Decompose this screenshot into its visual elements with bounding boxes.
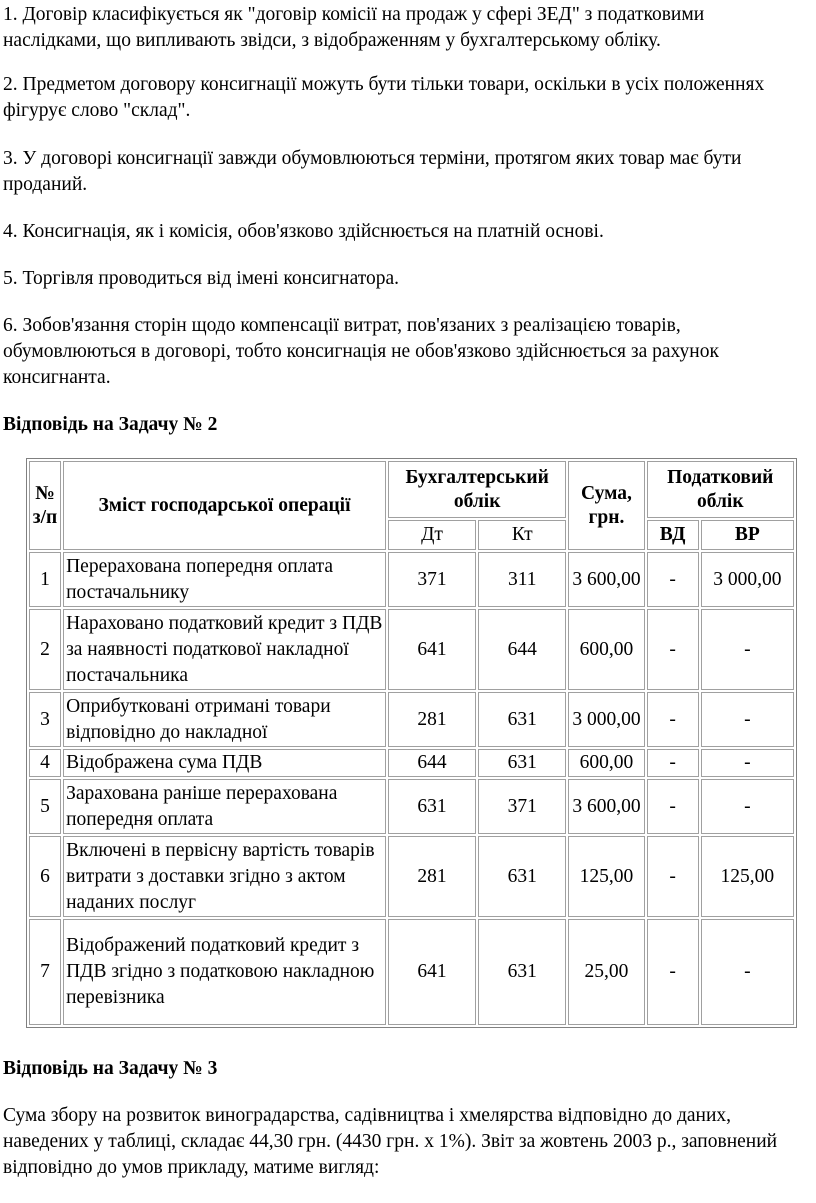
table-row bbox=[29, 779, 794, 834]
paragraph-3: 3. У договорі консигнації завжди обумовлюються терміни, протягом яких товар має бути проданий. bbox=[3, 148, 742, 195]
header-vr: ВР bbox=[701, 520, 794, 550]
header-credit: Кт bbox=[478, 520, 566, 550]
row-sum: 125,00 bbox=[568, 836, 644, 917]
row-number: 3 bbox=[29, 692, 61, 747]
table-row bbox=[29, 919, 794, 1025]
row-content: Відображена сума ПДВ bbox=[63, 749, 386, 777]
paragraph-5: 5. Торгівля проводиться від імені консигнатора. bbox=[3, 268, 400, 289]
row-number: 1 bbox=[29, 552, 61, 607]
row-vd: - bbox=[647, 919, 699, 1025]
row-credit: 631 bbox=[478, 919, 566, 1025]
row-sum: 600,00 bbox=[568, 749, 644, 777]
row-vr: - bbox=[701, 609, 794, 690]
row-credit: 371 bbox=[478, 779, 566, 834]
header-accounting: Бухгалтерський облік bbox=[388, 461, 566, 518]
accounting-operations-table bbox=[26, 458, 797, 1028]
row-credit: 311 bbox=[478, 552, 566, 607]
row-vr: - bbox=[701, 779, 794, 834]
row-content: Оприбутковані отримані товари відповідно до накладної bbox=[63, 692, 386, 747]
paragraph-6: 6. Зобов'язання сторін щодо компенсації витрат, пов'язаних з реалізацією товарів, обумовлюються в договорі, тобто консигнація не обов'язково здійснюється за рахунок консигнанта. bbox=[3, 315, 719, 388]
row-debit: 641 bbox=[388, 919, 476, 1025]
header-operation-content: Зміст господарської операції bbox=[63, 461, 386, 550]
heading-task-3: Відповідь на Задачу № 3 bbox=[3, 1058, 218, 1079]
row-sum: 25,00 bbox=[568, 919, 644, 1025]
row-number: 4 bbox=[29, 749, 61, 777]
header-number: № з/п bbox=[29, 461, 61, 550]
row-content: Перерахована попередня оплата постачальнику bbox=[63, 552, 386, 607]
task-3-answer-text: Сума збору на розвиток виноградарства, садівництва і хмелярства відповідно до даних, наведених у таблиці, складає 44,30 грн. (4430 грн. х 1%). Звіт за жовтень 2003 р., заповнений відповідно до умов прикладу, матиме вигляд: bbox=[3, 1105, 778, 1178]
heading-task-2: Відповідь на Задачу № 2 bbox=[3, 414, 218, 435]
row-debit: 281 bbox=[388, 692, 476, 747]
header-vd: ВД bbox=[647, 520, 699, 550]
header-debit: Дт bbox=[388, 520, 476, 550]
row-number: 5 bbox=[29, 779, 61, 834]
paragraph-2: 2. Предметом договору консигнації можуть бути тільки товари, оскільки в усіх положеннях фігурує слово "склад". bbox=[3, 74, 765, 121]
row-credit: 631 bbox=[478, 692, 566, 747]
row-vd: - bbox=[647, 609, 699, 690]
row-vr: - bbox=[701, 919, 794, 1025]
row-vd: - bbox=[647, 836, 699, 917]
row-sum: 600,00 bbox=[568, 609, 644, 690]
table-row bbox=[29, 749, 794, 777]
row-vr: - bbox=[701, 749, 794, 777]
row-content: Відображений податковий кредит з ПДВ згідно з податковою накладною перевізника bbox=[63, 919, 386, 1025]
paragraph-1: 1. Договір класифікується як "договір комісії на продаж у сфері ЗЕД" з податковими наслідками, що випливають звідси, з відображенням у бухгалтерському обліку. bbox=[3, 4, 705, 51]
table-row bbox=[29, 836, 794, 917]
table-row bbox=[29, 692, 794, 747]
row-number: 6 bbox=[29, 836, 61, 917]
row-vd: - bbox=[647, 749, 699, 777]
table-row bbox=[29, 609, 794, 690]
header-tax-accounting: Податковий облік bbox=[647, 461, 794, 518]
row-sum: 3 600,00 bbox=[568, 779, 644, 834]
row-number: 2 bbox=[29, 609, 61, 690]
row-vd: - bbox=[647, 552, 699, 607]
row-vd: - bbox=[647, 692, 699, 747]
row-credit: 631 bbox=[478, 749, 566, 777]
row-credit: 631 bbox=[478, 836, 566, 917]
row-vr: 3 000,00 bbox=[701, 552, 794, 607]
row-sum: 3 000,00 bbox=[568, 692, 644, 747]
row-credit: 644 bbox=[478, 609, 566, 690]
row-vd: - bbox=[647, 779, 699, 834]
header-sum: Сума, грн. bbox=[568, 461, 644, 550]
row-content: Зарахована раніше перерахована попередня оплата bbox=[63, 779, 386, 834]
row-debit: 641 bbox=[388, 609, 476, 690]
row-debit: 631 bbox=[388, 779, 476, 834]
row-debit: 371 bbox=[388, 552, 476, 607]
row-content: Нараховано податковий кредит з ПДВ за наявності податкової накладної постачальника bbox=[63, 609, 386, 690]
table-row bbox=[29, 552, 794, 607]
row-number: 7 bbox=[29, 919, 61, 1025]
row-debit: 644 bbox=[388, 749, 476, 777]
row-sum: 3 600,00 bbox=[568, 552, 644, 607]
row-vr: - bbox=[701, 692, 794, 747]
row-debit: 281 bbox=[388, 836, 476, 917]
row-content: Включені в первісну вартість товарів витрати з доставки згідно з актом наданих послуг bbox=[63, 836, 386, 917]
row-vr: 125,00 bbox=[701, 836, 794, 917]
paragraph-4: 4. Консигнація, як і комісія, обов'язково здійснюється на платній основі. bbox=[3, 221, 604, 242]
